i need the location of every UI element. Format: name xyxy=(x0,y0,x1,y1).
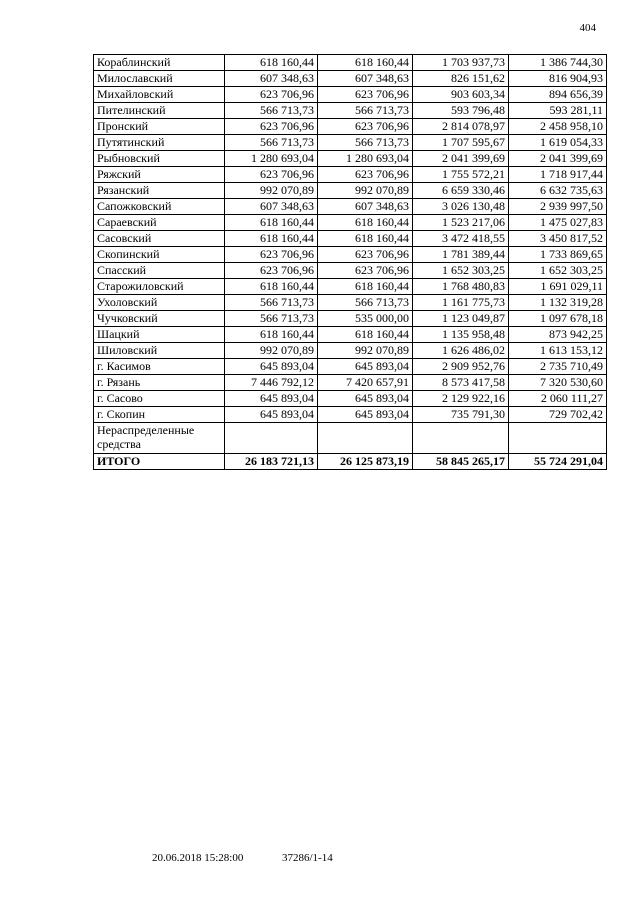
amount-cell-3: 3 472 418,55 xyxy=(413,231,509,247)
table-row xyxy=(94,135,607,151)
amount-cell-2: 992 070,89 xyxy=(318,183,413,199)
amount-cell-2: 623 706,96 xyxy=(318,167,413,183)
amount-cell-1: 623 706,96 xyxy=(225,87,318,103)
district-name-cell: Ряжский xyxy=(94,167,225,183)
amount-cell-2: 618 160,44 xyxy=(318,279,413,295)
budget-table xyxy=(93,54,607,470)
table-row xyxy=(94,359,607,375)
amount-cell-1: 607 348,63 xyxy=(225,71,318,87)
amount-cell-4: 1 718 917,44 xyxy=(509,167,607,183)
amount-cell-4: 1 132 319,28 xyxy=(509,295,607,311)
amount-cell-1: 623 706,96 xyxy=(225,119,318,135)
amount-cell-2: 623 706,96 xyxy=(318,247,413,263)
amount-cell-2: 645 893,04 xyxy=(318,391,413,407)
table-row xyxy=(94,151,607,167)
empty-amount-cell xyxy=(318,423,413,454)
amount-cell-1: 992 070,89 xyxy=(225,343,318,359)
amount-cell-4: 1 097 678,18 xyxy=(509,311,607,327)
district-name-cell: г. Сасово xyxy=(94,391,225,407)
table-body xyxy=(94,55,607,470)
amount-cell-1: 566 713,73 xyxy=(225,103,318,119)
amount-cell-3: 903 603,34 xyxy=(413,87,509,103)
district-name-cell: Спасский xyxy=(94,263,225,279)
amount-cell-2: 618 160,44 xyxy=(318,327,413,343)
amount-cell-1: 618 160,44 xyxy=(225,327,318,343)
amount-cell-3: 1 781 389,44 xyxy=(413,247,509,263)
amount-cell-1: 618 160,44 xyxy=(225,279,318,295)
empty-amount-cell xyxy=(509,423,607,454)
amount-cell-1: 618 160,44 xyxy=(225,215,318,231)
amount-cell-3: 1 703 937,73 xyxy=(413,55,509,71)
district-name-cell: Сапожковский xyxy=(94,199,225,215)
amount-cell-4: 729 702,42 xyxy=(509,407,607,423)
amount-cell-2: 623 706,96 xyxy=(318,119,413,135)
district-name-cell: Чучковский xyxy=(94,311,225,327)
total-amount-cell-4: 55 724 291,04 xyxy=(509,454,607,470)
district-name-cell: г. Касимов xyxy=(94,359,225,375)
amount-cell-3: 826 151,62 xyxy=(413,71,509,87)
empty-amount-cell xyxy=(225,423,318,454)
amount-cell-1: 566 713,73 xyxy=(225,311,318,327)
table-row xyxy=(94,247,607,263)
district-name-cell: Рязанский xyxy=(94,183,225,199)
amount-cell-1: 645 893,04 xyxy=(225,391,318,407)
amount-cell-3: 1 135 958,48 xyxy=(413,327,509,343)
amount-cell-3: 1 523 217,06 xyxy=(413,215,509,231)
amount-cell-1: 623 706,96 xyxy=(225,247,318,263)
amount-cell-3: 2 909 952,76 xyxy=(413,359,509,375)
amount-cell-2: 566 713,73 xyxy=(318,103,413,119)
amount-cell-1: 1 280 693,04 xyxy=(225,151,318,167)
table-row xyxy=(94,327,607,343)
amount-cell-3: 2 129 922,16 xyxy=(413,391,509,407)
page-number: 404 xyxy=(579,22,596,34)
amount-cell-2: 623 706,96 xyxy=(318,87,413,103)
district-name-cell: Пронский xyxy=(94,119,225,135)
amount-cell-2: 607 348,63 xyxy=(318,71,413,87)
district-name-cell: Рыбновский xyxy=(94,151,225,167)
amount-cell-3: 2 041 399,69 xyxy=(413,151,509,167)
amount-cell-3: 1 768 480,83 xyxy=(413,279,509,295)
amount-cell-2: 1 280 693,04 xyxy=(318,151,413,167)
amount-cell-2: 992 070,89 xyxy=(318,343,413,359)
total-amount-cell-3: 58 845 265,17 xyxy=(413,454,509,470)
amount-cell-4: 1 475 027,83 xyxy=(509,215,607,231)
amount-cell-3: 1 123 049,87 xyxy=(413,311,509,327)
amount-cell-1: 566 713,73 xyxy=(225,135,318,151)
table-row xyxy=(94,55,607,71)
total-amount-cell-1: 26 183 721,13 xyxy=(225,454,318,470)
table-row xyxy=(94,279,607,295)
district-name-cell: г. Скопин xyxy=(94,407,225,423)
district-name-cell: Сасовский xyxy=(94,231,225,247)
table-row xyxy=(94,391,607,407)
amount-cell-2: 618 160,44 xyxy=(318,215,413,231)
footer-document-code: 37286/1-14 xyxy=(282,852,333,864)
table-row xyxy=(94,119,607,135)
amount-cell-4: 6 632 735,63 xyxy=(509,183,607,199)
amount-cell-3: 6 659 330,46 xyxy=(413,183,509,199)
amount-cell-3: 3 026 130,48 xyxy=(413,199,509,215)
table-row xyxy=(94,343,607,359)
table-row xyxy=(94,167,607,183)
amount-cell-3: 1 652 303,25 xyxy=(413,263,509,279)
amount-cell-3: 1 707 595,67 xyxy=(413,135,509,151)
amount-cell-4: 1 691 029,11 xyxy=(509,279,607,295)
amount-cell-4: 1 386 744,30 xyxy=(509,55,607,71)
amount-cell-4: 2 939 997,50 xyxy=(509,199,607,215)
amount-cell-4: 3 450 817,52 xyxy=(509,231,607,247)
amount-cell-4: 1 619 054,33 xyxy=(509,135,607,151)
amount-cell-3: 735 791,30 xyxy=(413,407,509,423)
total-label-cell: ИТОГО xyxy=(94,454,225,470)
table-row xyxy=(94,231,607,247)
amount-cell-4: 2 041 399,69 xyxy=(509,151,607,167)
total-row xyxy=(94,454,607,470)
district-name-cell: Путятинский xyxy=(94,135,225,151)
amount-cell-4: 2 060 111,27 xyxy=(509,391,607,407)
amount-cell-1: 7 446 792,12 xyxy=(225,375,318,391)
table-row xyxy=(94,87,607,103)
empty-amount-cell xyxy=(413,423,509,454)
amount-cell-1: 618 160,44 xyxy=(225,231,318,247)
amount-cell-1: 623 706,96 xyxy=(225,263,318,279)
amount-cell-1: 645 893,04 xyxy=(225,407,318,423)
amount-cell-3: 1 626 486,02 xyxy=(413,343,509,359)
table-row xyxy=(94,311,607,327)
amount-cell-1: 623 706,96 xyxy=(225,167,318,183)
amount-cell-3: 593 796,48 xyxy=(413,103,509,119)
amount-cell-2: 618 160,44 xyxy=(318,231,413,247)
amount-cell-2: 645 893,04 xyxy=(318,407,413,423)
table-row xyxy=(94,295,607,311)
table-row xyxy=(94,183,607,199)
table-row xyxy=(94,375,607,391)
district-name-cell: Старожиловский xyxy=(94,279,225,295)
district-name-cell: Скопинский xyxy=(94,247,225,263)
district-name-cell: Сараевский xyxy=(94,215,225,231)
amount-cell-4: 816 904,93 xyxy=(509,71,607,87)
district-name-cell: Ухоловский xyxy=(94,295,225,311)
amount-cell-2: 623 706,96 xyxy=(318,263,413,279)
amount-cell-1: 992 070,89 xyxy=(225,183,318,199)
footer-datetime: 20.06.2018 15:28:00 xyxy=(152,852,244,864)
amount-cell-2: 618 160,44 xyxy=(318,55,413,71)
amount-cell-2: 7 420 657,91 xyxy=(318,375,413,391)
district-name-cell: Пителинский xyxy=(94,103,225,119)
amount-cell-3: 1 161 775,73 xyxy=(413,295,509,311)
amount-cell-4: 894 656,39 xyxy=(509,87,607,103)
amount-cell-2: 535 000,00 xyxy=(318,311,413,327)
amount-cell-4: 2 735 710,49 xyxy=(509,359,607,375)
amount-cell-1: 566 713,73 xyxy=(225,295,318,311)
amount-cell-3: 2 814 078,97 xyxy=(413,119,509,135)
amount-cell-4: 1 733 869,65 xyxy=(509,247,607,263)
district-name-cell: Кораблинский xyxy=(94,55,225,71)
amount-cell-1: 645 893,04 xyxy=(225,359,318,375)
table-row xyxy=(94,71,607,87)
undistributed-label-cell: Нераспределенные средства xyxy=(94,423,225,454)
district-name-cell: Шиловский xyxy=(94,343,225,359)
amount-cell-2: 607 348,63 xyxy=(318,199,413,215)
table-row xyxy=(94,103,607,119)
amount-cell-4: 7 320 530,60 xyxy=(509,375,607,391)
district-name-cell: Милославский xyxy=(94,71,225,87)
amount-cell-3: 8 573 417,58 xyxy=(413,375,509,391)
undistributed-row xyxy=(94,423,607,454)
district-name-cell: г. Рязань xyxy=(94,375,225,391)
district-name-cell: Шацкий xyxy=(94,327,225,343)
amount-cell-4: 593 281,11 xyxy=(509,103,607,119)
amount-cell-4: 873 942,25 xyxy=(509,327,607,343)
amount-cell-4: 2 458 958,10 xyxy=(509,119,607,135)
amount-cell-2: 645 893,04 xyxy=(318,359,413,375)
table-row xyxy=(94,215,607,231)
amount-cell-2: 566 713,73 xyxy=(318,135,413,151)
amount-cell-4: 1 652 303,25 xyxy=(509,263,607,279)
table-row xyxy=(94,263,607,279)
amount-cell-1: 607 348,63 xyxy=(225,199,318,215)
amount-cell-2: 566 713,73 xyxy=(318,295,413,311)
total-amount-cell-2: 26 125 873,19 xyxy=(318,454,413,470)
amount-cell-4: 1 613 153,12 xyxy=(509,343,607,359)
amount-cell-1: 618 160,44 xyxy=(225,55,318,71)
amount-cell-3: 1 755 572,21 xyxy=(413,167,509,183)
table-row xyxy=(94,199,607,215)
table-row xyxy=(94,407,607,423)
district-name-cell: Михайловский xyxy=(94,87,225,103)
